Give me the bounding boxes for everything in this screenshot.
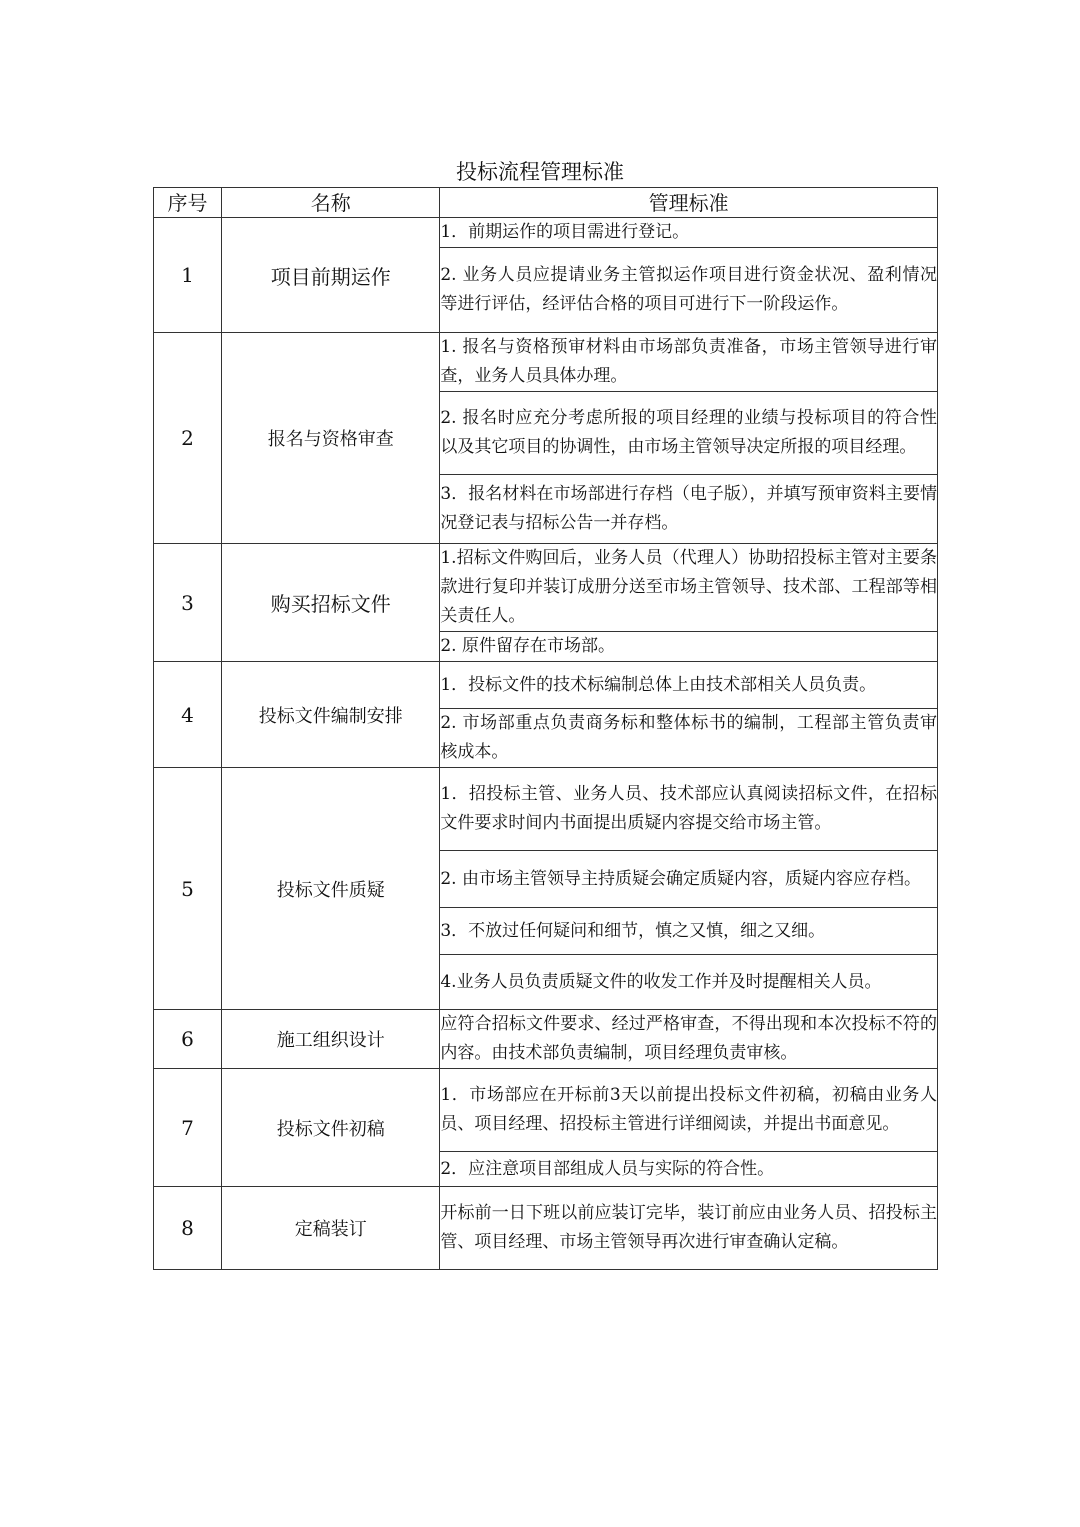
standard-item: 2. 由市场主管领导主持质疑会确定质疑内容，质疑内容应存档。 <box>440 851 938 908</box>
table-row <box>154 1010 938 1069</box>
table-row <box>154 544 938 632</box>
row-number: 6 <box>154 1010 222 1069</box>
standard-item: 1．招投标主管、业务人员、技术部应认真阅读招标文件，在招标文件要求时间内书面提出质疑内容提交给市场主管。 <box>440 768 938 851</box>
header-name: 名称 <box>222 188 440 218</box>
row-number: 7 <box>154 1069 222 1187</box>
row-name: 报名与资格审查 <box>222 333 440 544</box>
standard-item: 2. 报名时应充分考虑所报的项目经理的业绩与投标项目的符合性以及其它项目的协调性，由市场主管领导决定所报的项目经理。 <box>440 392 938 475</box>
standard-item: 3．不放过任何疑问和细节，慎之又慎，细之又细。 <box>440 908 938 955</box>
row-name: 投标文件编制安排 <box>222 662 440 768</box>
row-number: 4 <box>154 662 222 768</box>
table-row <box>154 768 938 851</box>
standard-item: 1．投标文件的技术标编制总体上由技术部相关人员负责。 <box>440 662 938 709</box>
row-name: 项目前期运作 <box>222 218 440 333</box>
standard-item: 1.招标文件购回后，业务人员（代理人）协助招投标主管对主要条款进行复印并装订成册分送至市场主管领导、技术部、工程部等相关责任人。 <box>440 544 938 632</box>
management-standard-table <box>153 187 938 1270</box>
row-number: 1 <box>154 218 222 333</box>
standard-item: 2. 原件留存在市场部。 <box>440 632 938 662</box>
row-number: 2 <box>154 333 222 544</box>
header-no: 序号 <box>154 188 222 218</box>
row-name: 投标文件初稿 <box>222 1069 440 1187</box>
row-number: 5 <box>154 768 222 1010</box>
table-row <box>154 218 938 248</box>
standard-item: 2. 业务人员应提请业务主管拟运作项目进行资金状况、盈利情况等进行评估，经评估合格的项目可进行下一阶段运作。 <box>440 248 938 333</box>
table-row <box>154 333 938 392</box>
document-title: 投标流程管理标准 <box>456 160 624 184</box>
row-number: 8 <box>154 1187 222 1270</box>
table-row <box>154 1069 938 1152</box>
table-header-row <box>154 188 938 218</box>
row-name: 购买招标文件 <box>222 544 440 662</box>
standard-item: 1．市场部应在开标前3天以前提出投标文件初稿，初稿由业务人员、项目经理、招投标主管进行详细阅读，并提出书面意见。 <box>440 1069 938 1152</box>
row-name: 施工组织设计 <box>222 1010 440 1069</box>
table-row <box>154 1187 938 1270</box>
standard-item: 3．报名材料在市场部进行存档（电子版），并填写预审资料主要情况登记表与招标公告一并存档。 <box>440 475 938 544</box>
standard-item: 应符合招标文件要求、经过严格审查，不得出现和本次投标不符的内容。由技术部负责编制，项目经理负责审核。 <box>440 1010 938 1069</box>
row-name: 定稿装订 <box>222 1187 440 1270</box>
standard-item: 1. 报名与资格预审材料由市场部负责准备，市场主管领导进行审查，业务人员具体办理。 <box>440 333 938 392</box>
standard-item: 2. 市场部重点负责商务标和整体标书的编制，工程部主管负责审核成本。 <box>440 709 938 768</box>
table-row <box>154 662 938 709</box>
row-number: 3 <box>154 544 222 662</box>
standard-item: 2．应注意项目部组成人员与实际的符合性。 <box>440 1152 938 1187</box>
standard-item: 1．前期运作的项目需进行登记。 <box>440 218 938 248</box>
standard-item: 开标前一日下班以前应装订完毕，装订前应由业务人员、招投标主管、项目经理、市场主管领导再次进行审查确认定稿。 <box>440 1187 938 1270</box>
standard-item: 4.业务人员负责质疑文件的收发工作并及时提醒相关人员。 <box>440 955 938 1010</box>
row-name: 投标文件质疑 <box>222 768 440 1010</box>
header-standard: 管理标准 <box>440 188 938 218</box>
